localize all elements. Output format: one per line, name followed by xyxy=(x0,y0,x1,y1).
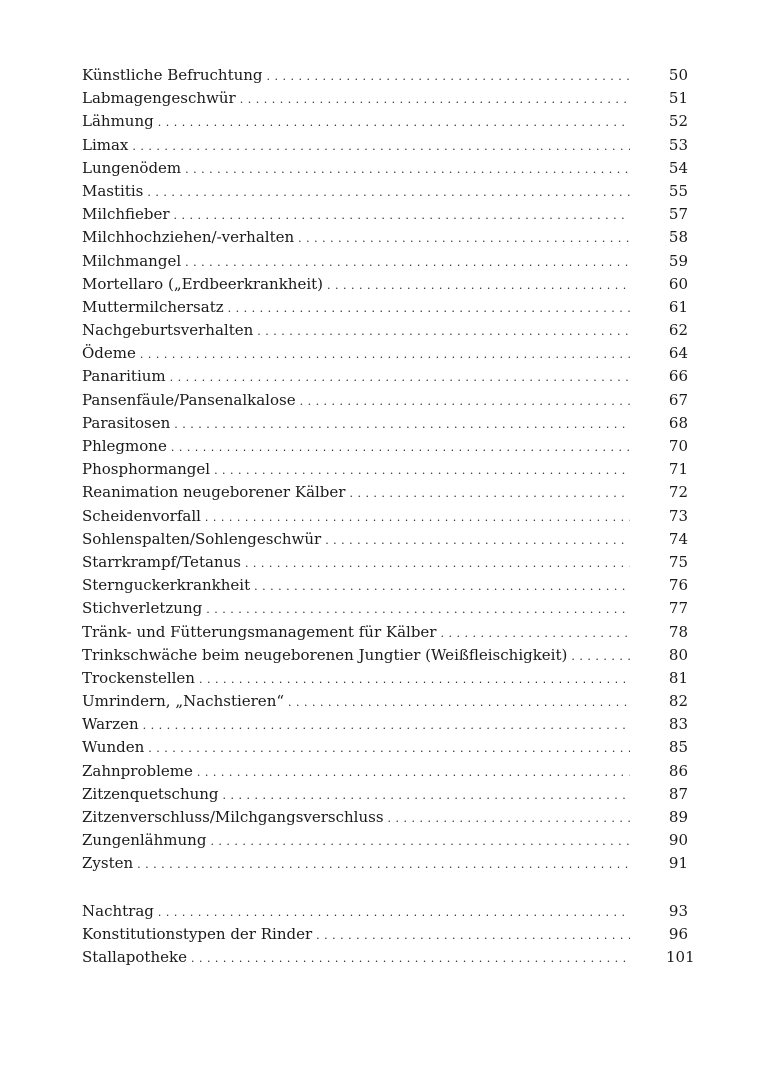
toc-entry-page-number: 52 xyxy=(668,112,688,131)
toc-entry-page-number: 83 xyxy=(668,715,688,734)
toc-entry xyxy=(82,736,688,759)
dot-leader xyxy=(144,737,630,760)
toc-entry-page-number: 57 xyxy=(668,205,688,224)
toc-entry-title: Phlegmone xyxy=(82,437,167,455)
toc-entry xyxy=(82,180,688,203)
toc-entry-title: Labmagengeschwür xyxy=(82,89,236,108)
toc-entry-page-number: 64 xyxy=(668,344,688,363)
dot-leader xyxy=(181,251,630,274)
toc-entry-title: Phosphormangel xyxy=(82,460,211,479)
toc-entry xyxy=(82,435,688,458)
toc-entry xyxy=(82,481,688,504)
toc-entry-title: Ödeme xyxy=(82,344,136,363)
toc-entry-page-number: 93 xyxy=(668,901,688,920)
toc-entry xyxy=(82,458,688,481)
toc-entry-page-number: 60 xyxy=(668,274,688,293)
toc-entry-page-number: 72 xyxy=(668,483,688,502)
dot-leader xyxy=(241,552,630,575)
dot-leader xyxy=(219,784,630,807)
dot-leader xyxy=(201,506,630,529)
dot-leader xyxy=(202,598,630,621)
toc-entry-page-number: 75 xyxy=(668,552,688,571)
toc-entry xyxy=(82,134,688,157)
toc-entry xyxy=(82,365,688,388)
dot-leader xyxy=(167,436,630,459)
dot-leader xyxy=(139,714,630,737)
toc-entry-page-number: 80 xyxy=(668,645,688,664)
toc-entry xyxy=(82,412,688,435)
dot-leader xyxy=(284,691,630,714)
toc-entry-title: Konstitutionstypen der Rinder xyxy=(82,924,313,943)
toc-entry-page-number: 54 xyxy=(668,158,688,177)
toc-entry xyxy=(82,621,688,644)
toc-entry xyxy=(82,690,688,713)
toc-entry-title: Mortellaro („Erdbeerkrankheit) xyxy=(82,274,324,293)
dot-leader xyxy=(312,924,630,947)
toc-entry xyxy=(82,319,688,342)
dot-leader xyxy=(263,65,630,88)
toc-entry-title: Starrkrampf/Tetanus xyxy=(82,552,241,571)
toc-entry-title: Umrindern, „Nachstieren“ xyxy=(82,692,285,711)
toc-entry xyxy=(82,342,688,365)
section-gap xyxy=(82,876,688,900)
toc-entry-page-number: 55 xyxy=(668,181,688,200)
toc-entry-page-number: 81 xyxy=(668,668,688,687)
toc-entry-title: Pansenfäule/Pansenalkalose xyxy=(82,390,296,409)
toc-entry-title: Zahnprobleme xyxy=(82,761,193,780)
toc-entry-title: Sohlenspalten/Sohlengeschwür xyxy=(82,529,322,548)
toc-entry-title: Milchhochziehen/-verhalten xyxy=(82,228,295,247)
toc-entry xyxy=(82,389,688,412)
toc-entry xyxy=(82,296,688,319)
dot-leader xyxy=(195,668,630,691)
dot-leader xyxy=(224,297,630,320)
toc-entry-page-number: 91 xyxy=(668,854,688,873)
toc-entry-title: Milchfieber xyxy=(82,205,170,224)
toc-entry-title: Lungenödem xyxy=(82,158,182,177)
dot-leader xyxy=(170,413,630,436)
toc-entry-title: Panaritium xyxy=(82,367,166,386)
toc-entry-title: Lähmung xyxy=(82,112,154,131)
dot-leader xyxy=(345,482,630,505)
toc-entry xyxy=(82,667,688,690)
toc-entry xyxy=(82,551,688,574)
dot-leader xyxy=(323,274,630,297)
toc-entry-page-number: 58 xyxy=(668,228,688,247)
toc-entry xyxy=(82,87,688,110)
toc-entry xyxy=(82,946,695,969)
toc-entry-title: Reanimation neugeborener Kälber xyxy=(82,483,346,502)
toc-entry-page-number: 96 xyxy=(668,924,688,943)
toc-entry xyxy=(82,829,688,852)
toc-entry-title: Nachtrag xyxy=(82,901,154,920)
dot-leader xyxy=(250,575,630,598)
toc-entry-title: Limax xyxy=(82,135,129,154)
toc-main-list xyxy=(82,64,688,876)
toc-entry-page-number: 89 xyxy=(668,808,688,826)
dot-leader xyxy=(133,853,630,876)
toc-entry-title: Parasitosen xyxy=(82,413,171,432)
toc-entry-title: Zitzenverschluss/Milchgangsverschluss xyxy=(82,808,384,826)
dot-leader xyxy=(567,645,630,668)
toc-entry-page-number: 101 xyxy=(666,947,695,966)
toc-entry xyxy=(82,597,688,620)
toc-entry-title: Milchmangel xyxy=(82,251,182,270)
dot-leader xyxy=(154,111,630,134)
toc-entry xyxy=(82,923,688,946)
toc-entry-page-number: 61 xyxy=(668,297,688,316)
toc-entry-page-number: 70 xyxy=(668,437,688,455)
dot-leader xyxy=(296,390,630,413)
toc-entry xyxy=(82,574,688,597)
toc-entry-title: Mastitis xyxy=(82,181,144,200)
toc-entry-title: Zysten xyxy=(82,854,134,873)
dot-leader xyxy=(253,320,630,343)
dot-leader xyxy=(128,135,630,158)
toc-entry-title: Nachgeburtsverhalten xyxy=(82,321,254,340)
toc-entry xyxy=(82,250,688,273)
toc-entry-page-number: 67 xyxy=(668,390,688,409)
toc-entry-page-number: 87 xyxy=(668,784,688,803)
toc-entry xyxy=(82,273,688,296)
toc-entry xyxy=(82,852,688,875)
toc-entry xyxy=(82,157,688,180)
toc-entry-title: Muttermilchersatz xyxy=(82,297,224,316)
dot-leader xyxy=(170,204,630,227)
toc-entry-page-number: 86 xyxy=(668,761,688,780)
toc-entry-page-number: 68 xyxy=(668,413,688,432)
toc-entry-title: Zungenlähmung xyxy=(82,831,207,850)
toc-entry xyxy=(82,900,688,923)
dot-leader xyxy=(294,227,630,250)
toc-entry xyxy=(82,783,688,806)
dot-leader xyxy=(436,622,630,645)
dot-leader xyxy=(166,366,630,389)
dot-leader xyxy=(384,807,630,830)
toc-entry xyxy=(82,226,688,249)
toc-entry-page-number: 77 xyxy=(668,599,688,618)
dot-leader xyxy=(181,158,630,181)
toc-entry xyxy=(82,505,688,528)
dot-leader xyxy=(136,343,630,366)
toc-entry-page-number: 71 xyxy=(668,460,688,479)
dot-leader xyxy=(321,529,630,552)
toc-entry-title: Stallapotheke xyxy=(82,947,187,966)
toc-entry-title: Trockenstellen xyxy=(82,668,195,687)
toc-entry xyxy=(82,644,688,667)
dot-leader xyxy=(154,901,630,924)
toc-entry xyxy=(82,528,688,551)
toc-entry-title: Stichverletzung xyxy=(82,599,203,618)
toc-entry-page-number: 78 xyxy=(668,622,688,641)
toc-entry-title: Zitzenquetschung xyxy=(82,784,219,803)
toc-entry xyxy=(82,64,688,87)
toc-entry-title: Sternguckerkrankheit xyxy=(82,576,251,595)
toc-entry-page-number: 85 xyxy=(668,738,688,757)
toc-entry-page-number: 50 xyxy=(668,66,688,84)
toc-entry xyxy=(82,806,688,829)
toc-entry xyxy=(82,760,688,783)
toc-entry-title: Tränk- und Fütterungsmanagement für Kälber xyxy=(82,622,437,641)
toc-entry xyxy=(82,203,688,226)
dot-leader xyxy=(143,181,630,204)
toc-entry-page-number: 66 xyxy=(668,367,688,386)
toc-entry-title: Warzen xyxy=(82,715,139,734)
table-of-contents xyxy=(82,64,695,969)
toc-entry-title: Wunden xyxy=(82,738,145,757)
toc-entry-page-number: 82 xyxy=(668,692,688,711)
dot-leader xyxy=(236,88,630,111)
toc-entry-page-number: 51 xyxy=(668,89,688,108)
toc-entry-title: Künstliche Befruchtung xyxy=(82,66,263,84)
toc-entry xyxy=(82,110,688,133)
toc-entry-title: Trinkschwäche beim neugeborenen Jungtier (Weißfleischigkeit) xyxy=(82,645,568,664)
dot-leader xyxy=(193,761,630,784)
dot-leader xyxy=(187,947,630,970)
toc-entry xyxy=(82,713,688,736)
toc-entry-page-number: 62 xyxy=(668,321,688,340)
toc-entry-page-number: 53 xyxy=(668,135,688,154)
toc-entry-page-number: 74 xyxy=(668,529,688,548)
toc-entry-page-number: 59 xyxy=(668,251,688,270)
dot-leader xyxy=(210,459,630,482)
toc-entry-page-number: 90 xyxy=(668,831,688,850)
toc-entry-page-number: 73 xyxy=(668,506,688,525)
toc-entry-page-number: 76 xyxy=(668,576,688,595)
dot-leader xyxy=(206,830,630,853)
toc-entry-title: Scheidenvorfall xyxy=(82,506,201,525)
toc-appendix-list xyxy=(82,900,695,970)
